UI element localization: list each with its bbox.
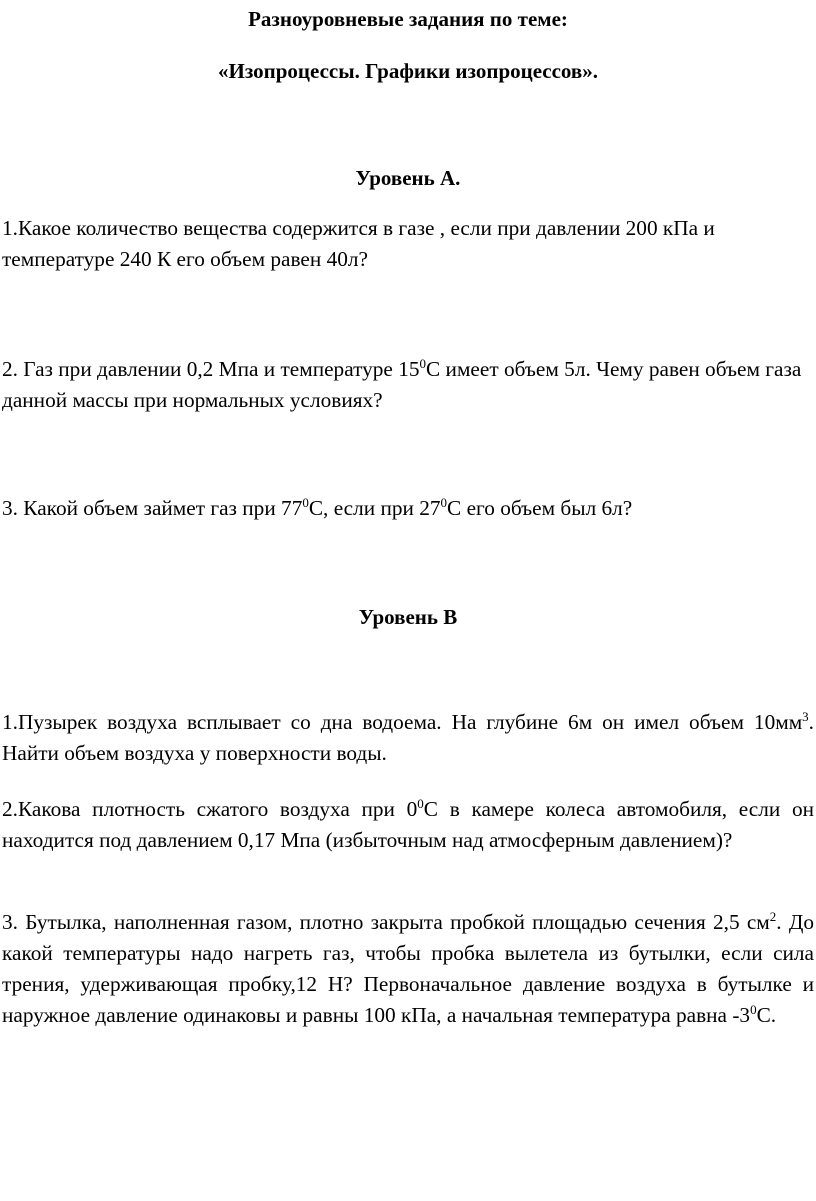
level-a-task-3-degree-2: 0 [440, 495, 448, 510]
level-b-task-3-exponent: 2 [769, 909, 777, 924]
document-title: Разноуровневые задания по теме: [248, 7, 568, 31]
level-b-task-2-text-2: С в камере колеса автомобиля, если он находится под давлением 0,17 Мпа (избыточным над атмосферным давлением)? [2, 797, 815, 852]
level-b-heading: Уровень В [358, 605, 458, 629]
level-a-task-2-degree: 0 [419, 356, 427, 371]
level-b-task-3-text-1: 3. Бутылка, наполненная газом, плотно закрыта пробкой площадью сечения 2,5 см [2, 910, 770, 934]
document-subtitle: «Изопроцессы. Графики изопроцессов». [217, 59, 599, 83]
level-a-task-2-text-2: С имеет объем 5л. Чему равен объем газа данной массы при нормальных условиях? [2, 357, 802, 412]
level-b-task-3-degree: 0 [750, 1002, 757, 1017]
level-a-task-3-text-1: 3. Какой объем займет газ при 77 [2, 496, 303, 520]
level-a-task-3-degree-1: 0 [302, 495, 309, 510]
level-a-task-3-text-2: С, если при 27 [308, 496, 441, 520]
level-a-task-1-text: 1.Какое количество вещества содержится в газе , если при давлении 200 кПа и температуре 240 К его объем равен 40л? [2, 216, 715, 271]
level-b-task-3-text-2: . До какой температуры надо нагреть газ, чтобы пробка вылетела из бутылки, если сила трения, удерживающая пробку,12 Н? Первоначальное давление воздуха в бутылке и наружное давление одинаковы и равны 100 кПа, а начальная температура равна -3 [2, 910, 814, 1027]
level-b-task-2-text-1: 2.Какова плотность сжатого воздуха при 0 [2, 797, 418, 821]
level-b-task-3 [2, 907, 814, 1031]
level-a-task-2 [2, 354, 814, 416]
level-b-task-1-text-1: 1.Пузырек воздуха всплывает со дна водоема. На глубине 6м он имел объем 10мм [2, 710, 803, 734]
level-b-task-3-text-3: С. [756, 1003, 777, 1027]
level-a-heading: Уровень А. [355, 166, 461, 190]
level-b-task-1 [2, 707, 814, 769]
level-b-task-1-exponent: 3 [802, 709, 809, 724]
level-a-task-1 [2, 213, 814, 275]
level-b-task-2-degree: 0 [417, 796, 424, 811]
level-a-task-3 [2, 493, 814, 524]
level-b-task-1-text-2: . Найти объем воздуха у поверхности воды. [2, 710, 814, 765]
level-a-task-3-text-3: С его объем был 6л? [447, 496, 633, 520]
level-a-task-2-text-1: 2. Газ при давлении 0,2 Мпа и температуре 15 [2, 357, 420, 381]
level-b-task-2 [2, 794, 814, 856]
